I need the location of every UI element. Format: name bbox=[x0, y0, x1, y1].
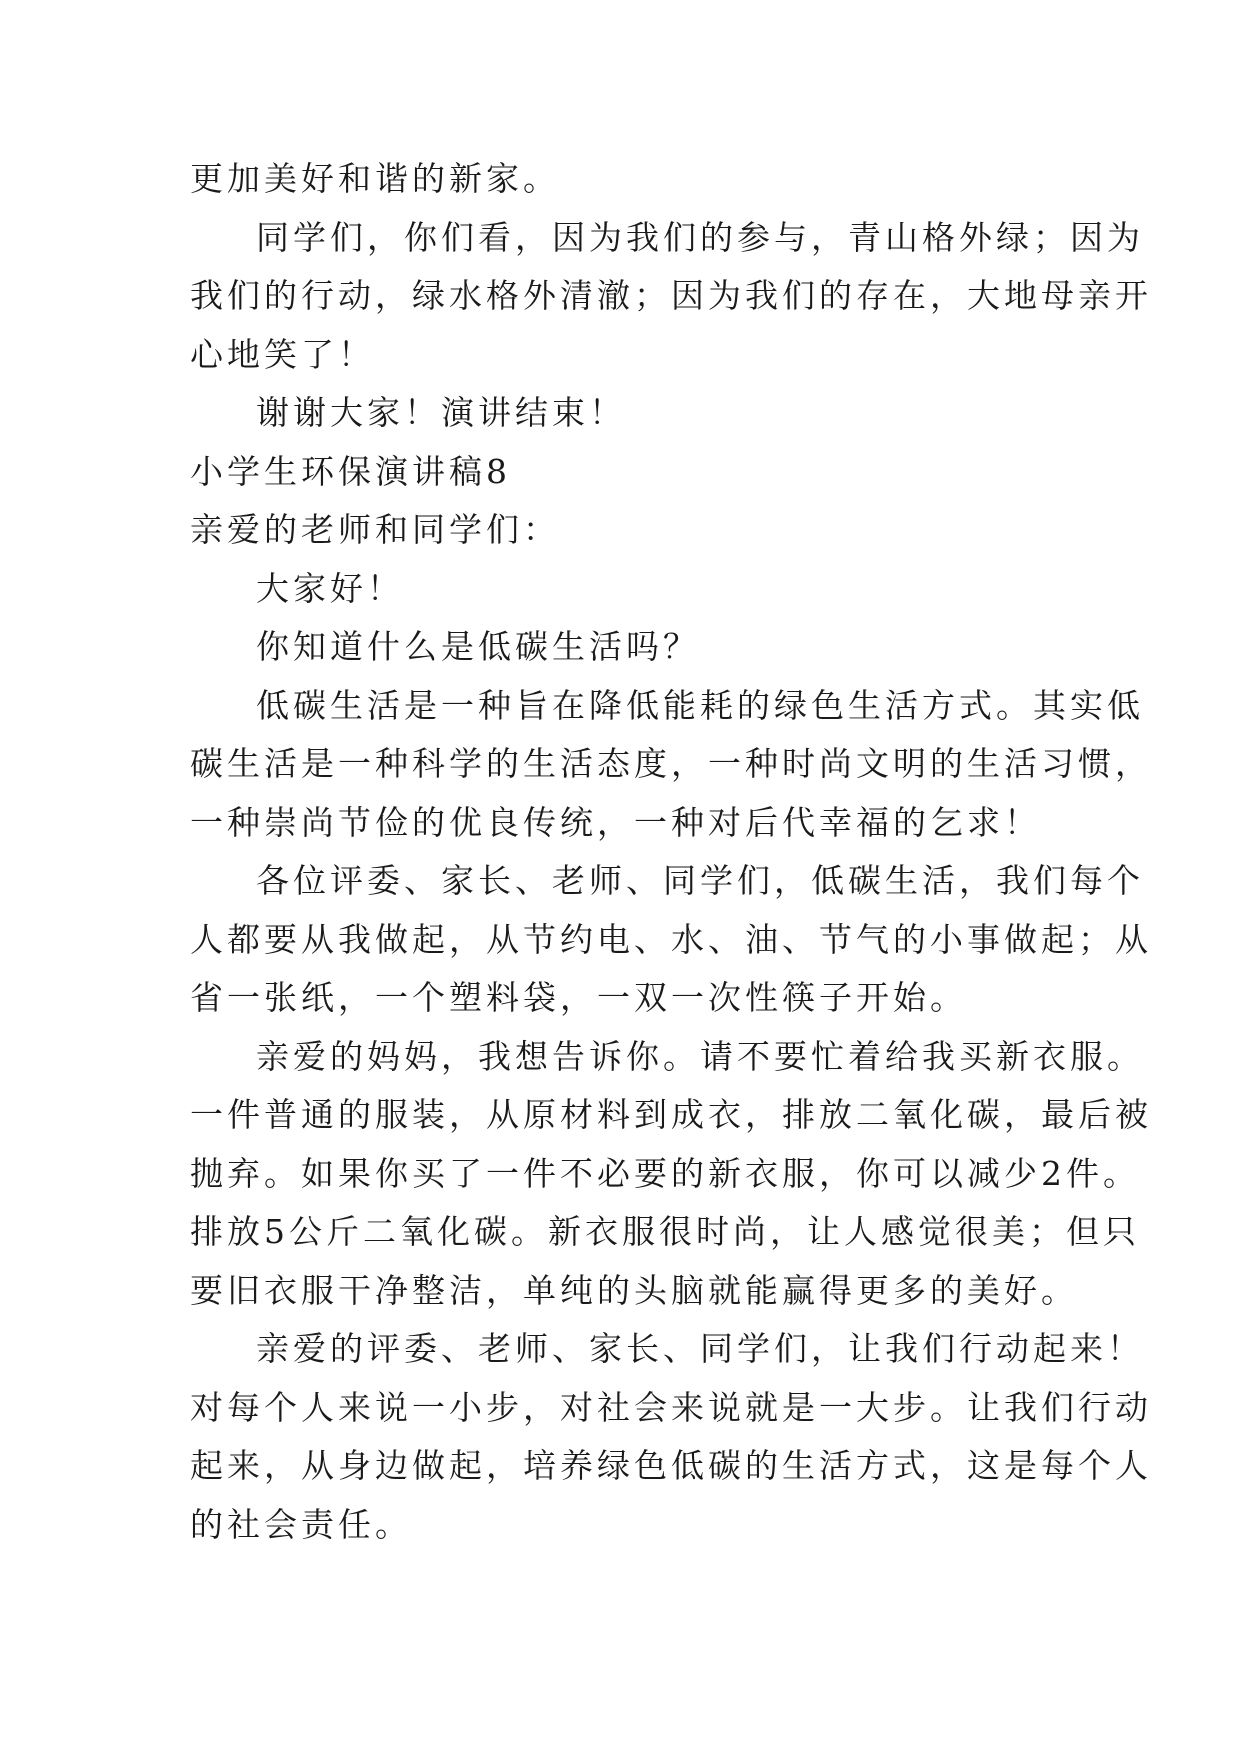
paragraph-line: 各位评委、家长、老师、同学们，低碳生活，我们每个 bbox=[256, 861, 1144, 900]
paragraph-line: 同学们，你们看，因为我们的参与，青山格外绿；因为 bbox=[256, 217, 1144, 257]
text-line: 更加美好和谐的新家。 bbox=[190, 159, 560, 198]
text-line: 省一张纸，一个塑料袋，一双一次性筷子开始。 bbox=[190, 978, 967, 1017]
text-line: 的社会责任。 bbox=[190, 1504, 412, 1544]
text-line: 排放5公斤二氧化碳。新衣服很时尚，让人感觉很美；但只 bbox=[190, 1212, 1140, 1251]
salutation: 亲爱的老师和同学们： bbox=[190, 510, 560, 549]
text-line: 人都要从我做起，从节约电、水、油、节气的小事做起；从 bbox=[190, 919, 1152, 959]
text-line: 起来，从身边做起，培养绿色低碳的生活方式，这是每个人 bbox=[190, 1446, 1152, 1485]
text-line: 抛弃。如果你买了一件不必要的新衣服，你可以减少2件。 bbox=[190, 1153, 1140, 1193]
text-line: 一件普通的服装，从原材料到成衣，排放二氧化碳，最后被 bbox=[190, 1095, 1152, 1134]
greeting: 大家好！ bbox=[256, 568, 404, 608]
text-line: 我们的行动，绿水格外清澈；因为我们的存在，大地母亲开 bbox=[190, 276, 1152, 315]
text-line: 对每个人来说一小步，对社会来说就是一大步。让我们行动 bbox=[190, 1387, 1152, 1427]
text-line: 一种崇尚节俭的优良传统，一种对后代幸福的乞求！ bbox=[190, 802, 1041, 842]
text-line: 心地笑了！ bbox=[190, 334, 375, 374]
section-title: 小学生环保演讲稿8 bbox=[190, 451, 511, 491]
paragraph-line: 你知道什么是低碳生活吗？ bbox=[256, 627, 700, 666]
paragraph-line: 谢谢大家！演讲结束！ bbox=[256, 393, 626, 432]
paragraph-line: 亲爱的评委、老师、家长、同学们，让我们行动起来！ bbox=[256, 1329, 1144, 1368]
paragraph-line: 亲爱的妈妈，我想告诉你。请不要忙着给我买新衣服。 bbox=[256, 1036, 1144, 1076]
text-line: 碳生活是一种科学的生活态度，一种时尚文明的生活习惯， bbox=[190, 744, 1152, 783]
paragraph-line: 低碳生活是一种旨在降低能耗的绿色生活方式。其实低 bbox=[256, 685, 1144, 725]
text-line: 要旧衣服干净整洁，单纯的头脑就能赢得更多的美好。 bbox=[190, 1270, 1078, 1310]
document-body bbox=[190, 150, 1152, 1554]
